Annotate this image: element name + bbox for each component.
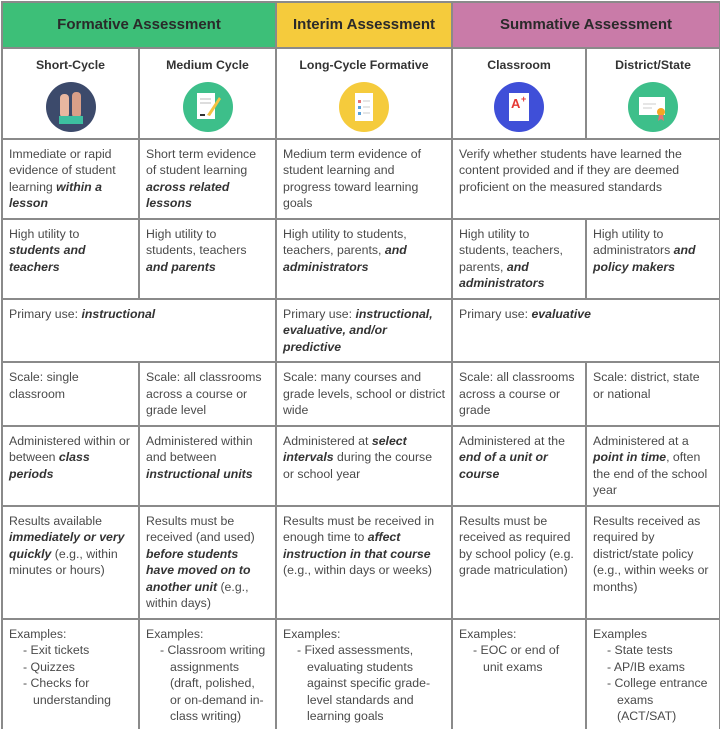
- cell-text: Results must be received as required by school policy (e.g. grade matriculation): [459, 513, 574, 577]
- cell-text: Short term evidence of student learning: [146, 146, 257, 177]
- document-pencil-icon: [183, 82, 233, 132]
- cell-text: Administered at the: [459, 433, 565, 448]
- example-item: - College entrance exams (ACT/SAT): [605, 675, 713, 725]
- table-row: [2, 619, 720, 729]
- table-row: [2, 426, 720, 506]
- subtype-label: Long-Cycle Formative: [299, 58, 429, 72]
- subtype-header: [139, 48, 276, 139]
- emphasis-text: and administrators: [283, 243, 407, 274]
- table-cell: [139, 362, 276, 426]
- emphasis-text: before students have moved on to another unit: [146, 546, 251, 594]
- emphasis-text: point in time: [593, 450, 667, 464]
- table-cell: [139, 139, 276, 219]
- emphasis-text: immediately or very quickly: [9, 530, 125, 561]
- cell-text: (e.g., within days or weeks): [283, 563, 432, 577]
- table-cell: [586, 506, 720, 619]
- example-item: - Checks for understanding: [21, 675, 132, 708]
- cell-text: Scale: many courses and grade levels, school or district wide: [283, 370, 445, 417]
- checklist-icon: [339, 82, 389, 132]
- cell-text: Primary use:: [459, 306, 532, 321]
- examples-label: Examples:: [9, 626, 67, 641]
- assessment-table: [1, 1, 720, 729]
- subtype-header: [452, 48, 586, 139]
- emphasis-text: instructional: [81, 306, 156, 321]
- subtype-header-row: [2, 48, 720, 139]
- cell-text: High utility to students, teachers: [146, 226, 247, 257]
- subtype-label: Medium Cycle: [166, 58, 249, 72]
- emphasis-text: students and teachers: [9, 243, 86, 274]
- table-cell: [2, 139, 139, 219]
- table-cell: [452, 506, 586, 619]
- table-cell: [139, 426, 276, 506]
- table-row: [2, 139, 720, 219]
- cell-text: High utility to students, teachers, parents,: [459, 226, 563, 274]
- table-cell: [586, 219, 720, 299]
- a-plus-grade-icon: [494, 82, 544, 132]
- category-header: Summative Assessment: [452, 2, 720, 48]
- table-cell: [276, 506, 452, 619]
- cell-text: Primary use:: [9, 306, 82, 321]
- emphasis-text: and parents: [146, 259, 216, 274]
- emphasis-text: within a lesson: [9, 179, 102, 210]
- examples-list: [9, 642, 132, 708]
- emphasis-text: evaluative: [531, 306, 591, 321]
- table-cell: [276, 426, 452, 506]
- cell-text: (e.g., within days): [146, 579, 249, 610]
- table-row: [2, 506, 720, 619]
- table-cell: [2, 619, 139, 729]
- table-cell: [452, 299, 720, 363]
- table-row: [2, 299, 720, 363]
- subtype-label: Classroom: [487, 58, 551, 72]
- table-row: [2, 362, 720, 426]
- raised-hands-icon: [46, 82, 96, 132]
- example-item: - State tests: [605, 642, 713, 659]
- emphasis-text: end of a unit or course: [459, 450, 548, 481]
- table-cell: [276, 619, 452, 729]
- cell-text: during the course or school year: [283, 450, 433, 481]
- category-header-row: [2, 2, 720, 48]
- table-cell: [2, 506, 139, 619]
- table-cell: [139, 619, 276, 729]
- cell-text: Administered within and between: [146, 433, 253, 464]
- cell-text: , often the end of the school year: [593, 450, 708, 497]
- example-item: - Fixed assessments, evaluating students against specific grade-level standards and learning goals: [295, 642, 445, 725]
- emphasis-text: instructional units: [146, 466, 253, 481]
- category-header: Formative Assessment: [2, 2, 276, 48]
- subtype-header: [586, 48, 720, 139]
- table-cell: [452, 362, 586, 426]
- table-cell: [586, 619, 720, 729]
- cell-text: Administered at: [283, 433, 372, 448]
- example-item: - Exit tickets: [21, 642, 132, 659]
- cell-text: Results must be received (and used): [146, 513, 255, 544]
- examples-list: [593, 642, 713, 725]
- table-cell: [276, 139, 452, 219]
- cell-text: Scale: all classrooms across a course or grade level: [146, 370, 262, 417]
- table-cell: [2, 426, 139, 506]
- emphasis-text: select intervals: [283, 433, 407, 464]
- svg-text:A: A: [511, 95, 521, 111]
- cell-text: Administered within or between: [9, 433, 130, 464]
- example-item: - Quizzes: [21, 659, 132, 676]
- examples-list: [459, 642, 579, 675]
- cell-text: Scale: single classroom: [9, 370, 79, 401]
- cell-text: Scale: district, state or national: [593, 370, 700, 401]
- cell-text: Scale: all classrooms across a course or grade: [459, 370, 575, 417]
- table-cell: [586, 426, 720, 506]
- table-cell: [276, 299, 452, 363]
- table-cell: [2, 362, 139, 426]
- cell-text: Results must be received in enough time to: [283, 513, 435, 544]
- example-item: - Classroom writing assignments (draft, polished, or on-demand in-class writing): [158, 642, 269, 725]
- cell-text: Immediate or rapid evidence of student learning: [9, 146, 116, 194]
- table-cell: [139, 219, 276, 299]
- table-row: [2, 219, 720, 299]
- table-cell: [452, 619, 586, 729]
- svg-text:+: +: [521, 93, 527, 104]
- subtype-label: Short-Cycle: [35, 58, 105, 72]
- cell-text: Primary use:: [283, 306, 356, 321]
- table-cell: [452, 139, 720, 219]
- certificate-icon: [628, 82, 678, 132]
- examples-list: [146, 642, 269, 725]
- cell-text: Results received as required by district/state policy (e.g., within weeks or months): [593, 513, 709, 594]
- table-cell: [276, 219, 452, 299]
- example-item: - AP/IB exams: [605, 659, 713, 676]
- cell-text: High utility to administrators: [593, 226, 674, 257]
- examples-list: [283, 642, 445, 725]
- examples-label: Examples:: [283, 626, 341, 641]
- cell-text: High utility to: [9, 226, 80, 241]
- subtype-header: [276, 48, 452, 139]
- table-cell: [276, 362, 452, 426]
- subtype-label: District/State: [615, 58, 691, 72]
- emphasis-text: instructional, evaluative, and/or predictive: [283, 306, 433, 354]
- subtype-header: [2, 48, 139, 139]
- example-item: - EOC or end of unit exams: [471, 642, 579, 675]
- cell-text: Administered at a: [593, 433, 689, 448]
- category-header: Interim Assessment: [276, 2, 452, 48]
- cell-text: Results available: [9, 513, 102, 528]
- emphasis-text: class periods: [9, 450, 90, 481]
- table-cell: [586, 362, 720, 426]
- examples-label: Examples:: [459, 626, 517, 641]
- examples-label: Examples: [593, 626, 647, 641]
- emphasis-text: and policy makers: [593, 243, 696, 274]
- table-cell: [139, 506, 276, 619]
- emphasis-text: affect instruction in that course: [283, 530, 431, 561]
- cell-text: Medium term evidence of student learning and progress toward learning goals: [283, 146, 422, 210]
- emphasis-text: and administrators: [459, 259, 545, 290]
- table-cell: [2, 219, 139, 299]
- cell-text: High utility to students, teachers, parents,: [283, 226, 407, 257]
- table-cell: [452, 426, 586, 506]
- cell-text: (e.g., within minutes or hours): [9, 546, 118, 577]
- table-cell: [2, 299, 276, 363]
- emphasis-text: across related lessons: [146, 179, 230, 210]
- examples-label: Examples:: [146, 626, 204, 641]
- cell-text: Verify whether students have learned the content provided and if they are deemed proficient on the measured standards: [459, 146, 682, 194]
- table-cell: [452, 219, 586, 299]
